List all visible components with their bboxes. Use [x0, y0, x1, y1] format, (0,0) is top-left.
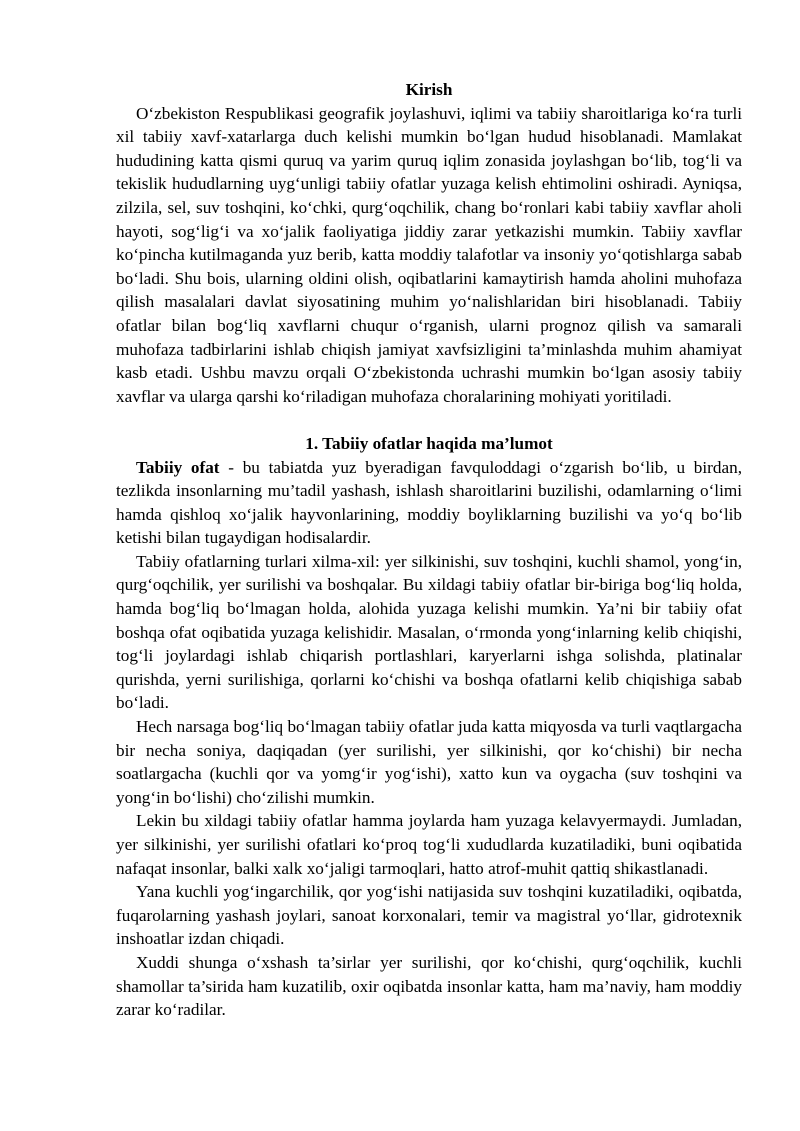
body-paragraph: Tabiiy ofatlarning turlari xilma-xil: yer silkinishi, suv toshqini, kuchli shamol, yong‘in, qurg‘oqchilik, yer surilishi va boshqalar. Bu xildagi tabiiy ofatlar bir-biriga bog‘liq holda, hamda bog‘liq bo‘lmagan holda, alohida yuzaga kelishi mumkin. Ya’ni bir tabiiy ofat boshqa ofat oqibatida yuzaga kelishidir. Masalan, o‘rmonda yong‘inlarning kelib chiqishi, tog‘li joylardagi ishlab chiqarish portlashlari, karyerlarni ishga solishda, platinalar qurishda, yerni surilishiga, qorlarni ko‘chishi va boshqa ofatlarni kelib chiqishiga sabab bo‘ladi. — [116, 551, 742, 713]
document-page — [116, 78, 742, 1022]
body-paragraph: Yana kuchli yog‘ingarchilik, qor yog‘ishi natijasida suv toshqini kuzatiladiki, oqibatda, fuqarolarning yashash joylari, sanoat korxonalari, temir va magistral yo‘llar, gidrotexnik inshoatlar izdan chiqadi. — [116, 882, 742, 949]
definition-term: Tabiiy ofat — [136, 457, 220, 477]
intro-paragraph: O‘zbekiston Respublikasi geografik joylashuvi, iqlimi va tabiiy sharoitlariga ko‘ra turli xil tabiiy xavf-xatarlarga duch kelishi mumkin bo‘lgan hudud hisoblanadi. Mamlakat hududining katta qismi quruq va yarim quruq iqlim zonasida joylashgan bo‘lib, tog‘li va tekislik hududlarning uyg‘unligi tabiiy ofatlar yuzaga kelish ehtimolini oshiradi. Ayniqsa, zilzila, sel, suv toshqini, ko‘chki, qurg‘oqchilik, chang bo‘ronlari kabi tabiiy xavflar aholi hayoti, sog‘lig‘i va xo‘jalik faoliyatiga jiddiy zarar yetkazishi mumkin. Tabiiy xavflar ko‘pincha kutilmaganda yuz berib, katta moddiy talafotlar va insoniy yo‘qotishlarga sabab bo‘ladi. Shu bois, ularning oldini olish, oqibatlarini kamaytirish hamda aholini muhofaza qilish masalalari davlat siyosatining muhim yo‘nalishlaridan biri hisoblanadi. Tabiiy ofatlar bilan bog‘liq xavflarni chuqur o‘rganish, ularni prognoz qilish va samarali muhofaza tadbirlarini ishlab chiqish jamiyat xavfsizligini ta’minlashda muhim ahamiyat kasb etadi. Ushbu mavzu orqali O‘zbekistonda uchrashi mumkin bo‘lgan asosiy tabiiy xavflar va ularga qarshi ko‘riladigan muhofaza choralarining mohiyati yoritiladi. — [116, 103, 742, 406]
intro-heading: Kirish — [405, 80, 453, 99]
section-1-heading: 1. Tabiiy ofatlar haqida ma’lumot — [305, 433, 553, 453]
body-paragraph: Xuddi shunga o‘xshash ta’sirlar yer surilishi, qor ko‘chishi, qurg‘oqchilik, kuchli shamollar ta’sirida ham kuzatilib, oxir oqibatda insonlar katta, ham ma’naviy, ham moddiy zarar ko‘radilar. — [116, 952, 742, 1020]
body-paragraph: Lekin bu xildagi tabiiy ofatlar hamma joylarda ham yuzaga kelavyermaydi. Jumladan, yer silkinishi, yer surilishi ofatlari ko‘proq tog‘li xududlarda kuzatiladiki, buni oqibatida nafaqat insonlar, balki xalk xo‘jaligi tarmoqlari, hatto atrof-muhit qattiq shikastlanadi. — [116, 811, 742, 878]
body-paragraph: Hech narsaga bog‘liq bo‘lmagan tabiiy ofatlar juda katta miqyosda va turli vaqtlargacha bir necha soniya, daqiqadan (yer surilishi, yer silkinishi, qor ko‘chishi) bir necha soatlargacha (kuchli qor va yomg‘ir yog‘ishi), xatto kun va oygacha (suv toshqini va yong‘in bo‘lishi) cho‘zilishi mumkin. — [116, 717, 742, 807]
definition-text: - bu tabiatda yuz byeradigan favquloddagi o‘zgarish bo‘lib, u birdan, tezlikda insonlarning mu’tadil yashash, ishlash sharoitlarini buzilishi, odamlarning o‘limi hamda qishloq xo‘jalik hayvonlarining, moddiy boyliklarning buzilishi va yo‘q bo‘lib ketishi bilan tugaydigan hodisalardir. — [116, 457, 742, 548]
definition-paragraph — [116, 456, 742, 550]
